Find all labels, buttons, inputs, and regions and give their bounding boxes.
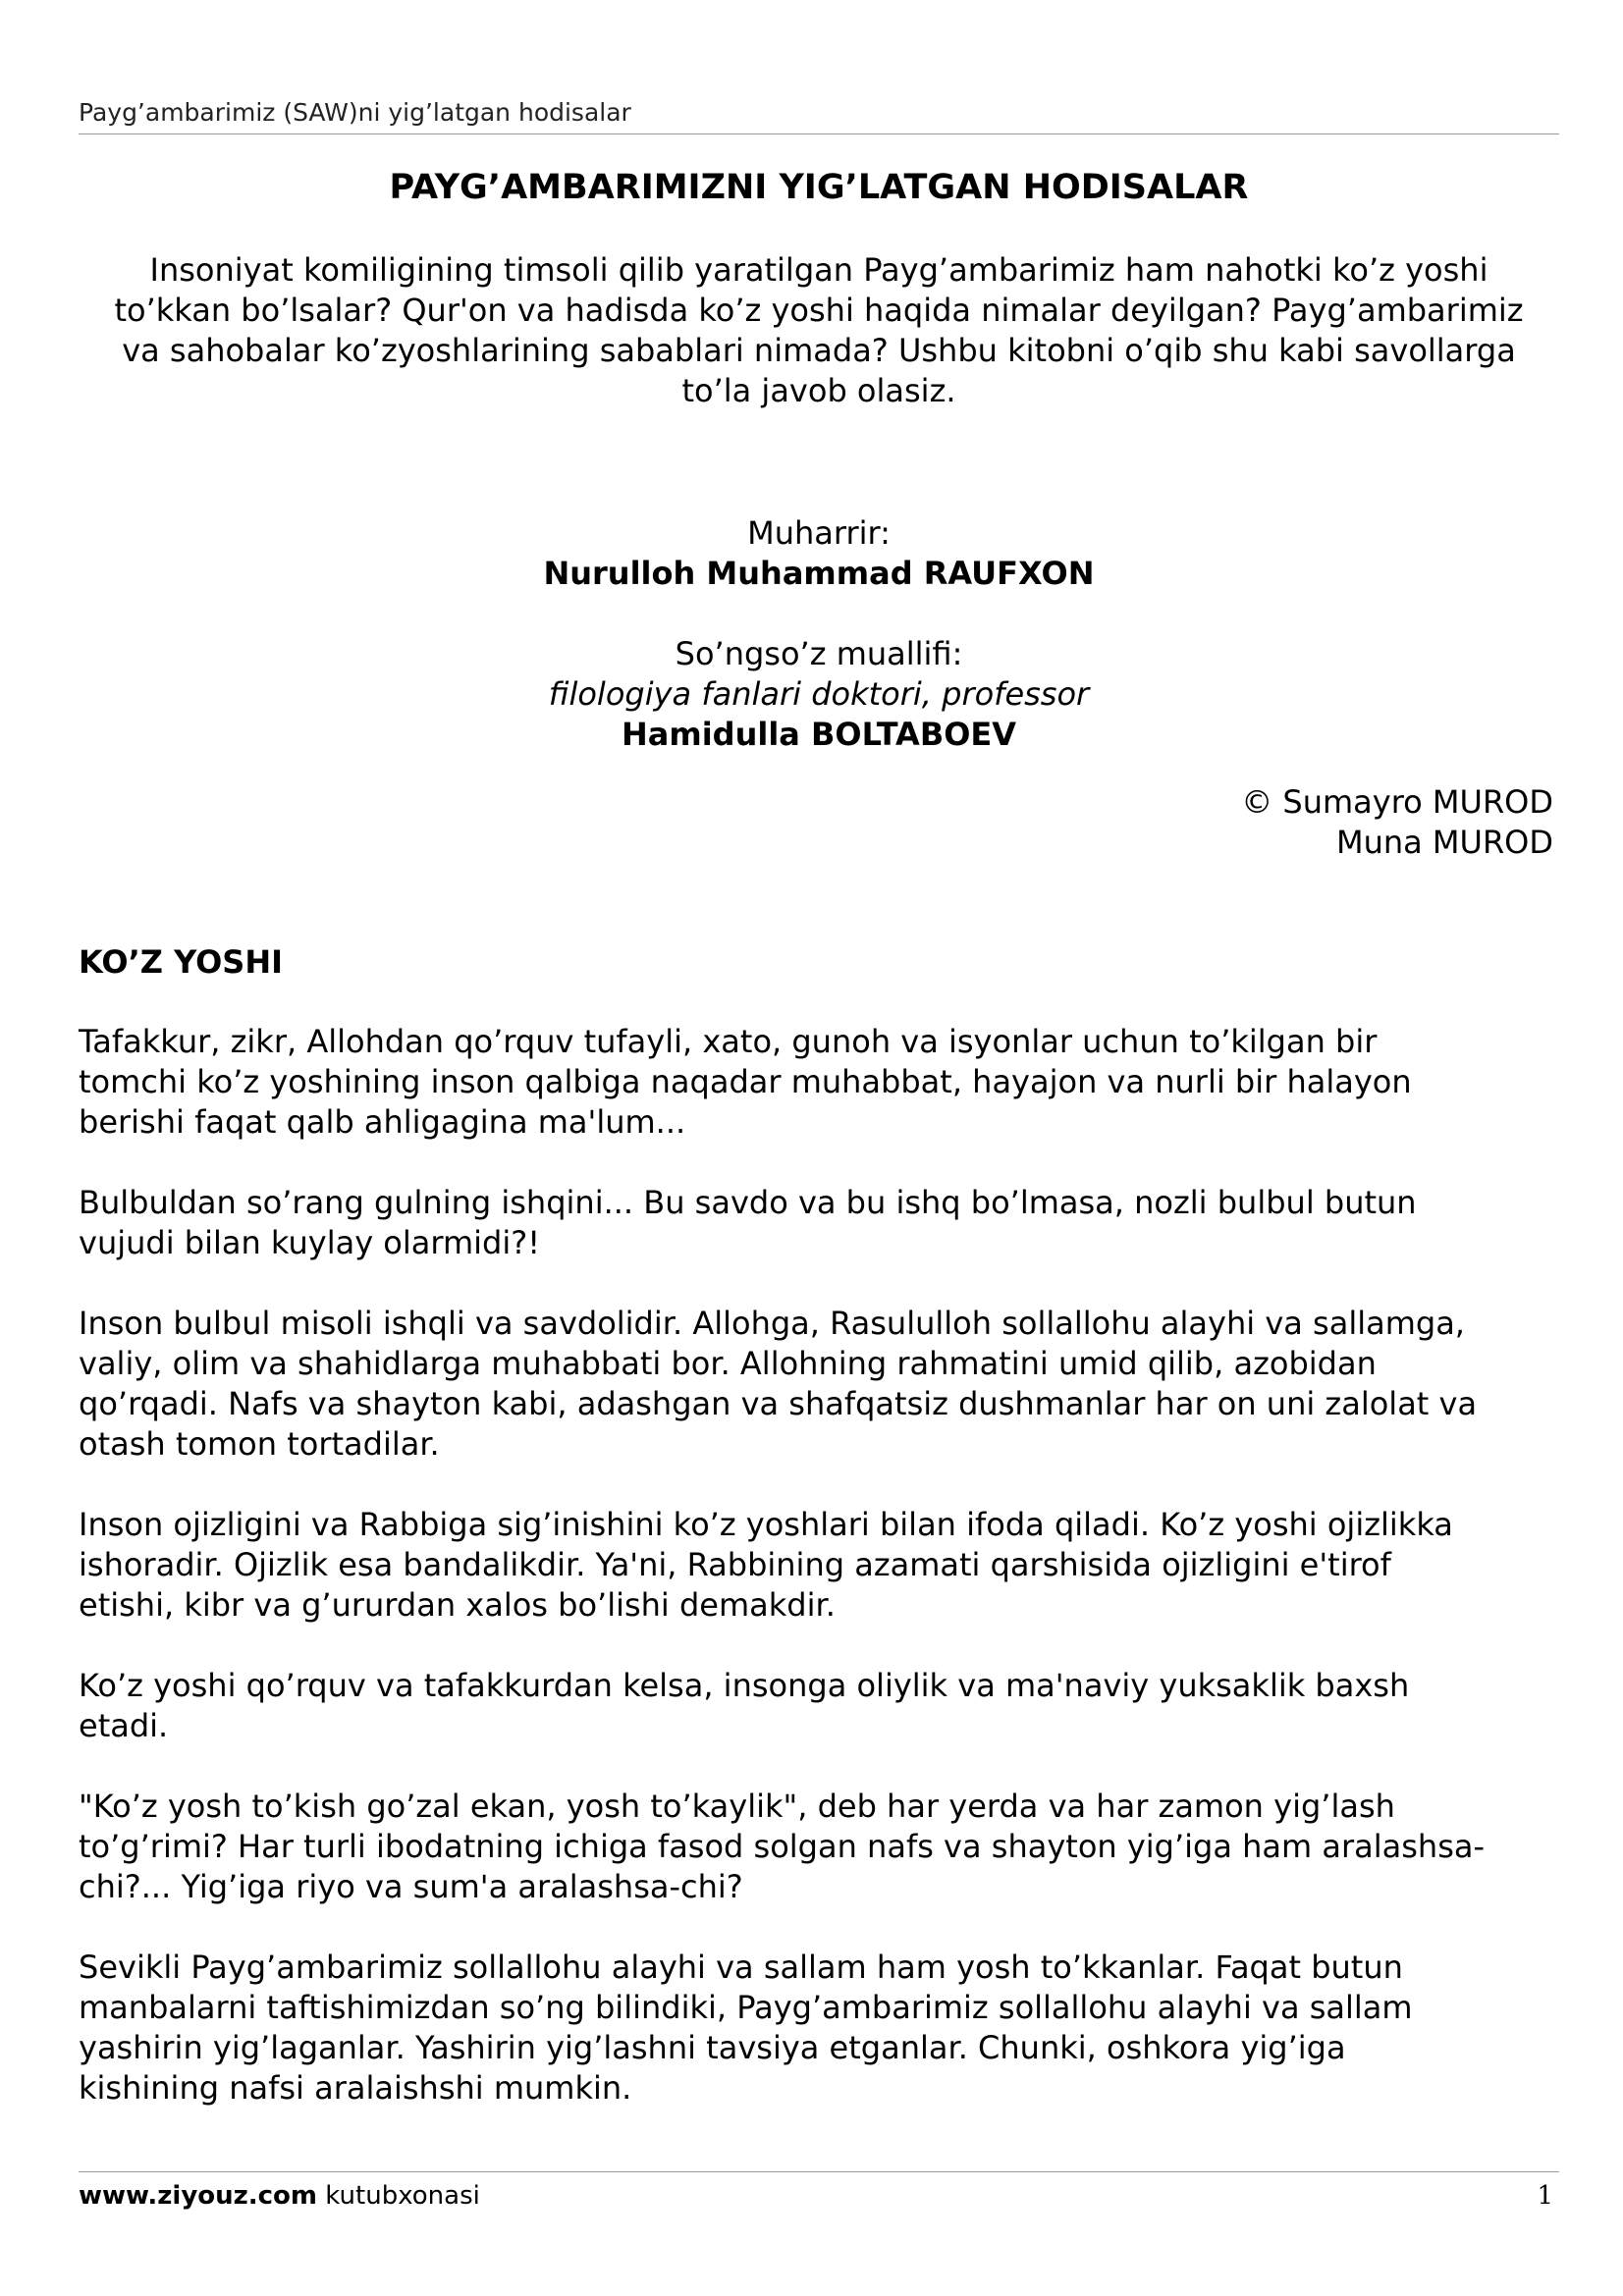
- text-line: Inson ojizligini va Rabbiga sig’inishini ko’z yoshlari bilan ifoda qiladi. Ko’z yoshi ojizlikka: [79, 1506, 1453, 1543]
- section-heading: KO’Z YOSHI: [79, 943, 284, 981]
- text-line: tomchi ko’z yoshining inson qalbiga naqadar muhabbat, hayajon va nurli bir halayon: [79, 1063, 1412, 1100]
- text-line: ishoradir. Ojizlik esa bandalikdir. Ya'ni, Rabbining azamati qarshisida ojizligini e'tirof: [79, 1546, 1391, 1583]
- text-line: Tafakkur, zikr, Allohdan qo’rquv tufayli, xato, gunoh va isyonlar uchun to’kilgan bir: [79, 1023, 1378, 1060]
- section-body: [79, 1022, 1559, 2149]
- afterword-title: filologiya fanlari doktori, professor: [548, 675, 1090, 713]
- paragraph: [79, 1183, 1559, 1263]
- afterword-label: So’ngso’z muallifi:: [675, 635, 963, 672]
- text-line: manbalarni taftishimizdan so’ng bilindiki, Payg’ambarimiz sollallohu alayhi va sallam: [79, 1989, 1413, 2026]
- text-line: Inson bulbul misoli ishqli va savdolidir. Allohga, Rasululloh sollallohu alayhi va sallamga,: [79, 1305, 1465, 1342]
- abstract-line: va sahobalar ko’zyoshlarining sabablari nimada? Ushbu kitobni o’qib shu kabi savollarga: [122, 332, 1516, 369]
- text-line: kishining nafsi aralaishshi mumkin.: [79, 2069, 632, 2107]
- text-line: chi?... Yig’iga riyo va sum'a aralashsa-chi?: [79, 1868, 743, 1905]
- text-line: "Ko’z yosh to’kish go’zal ekan, yosh to’kaylik", deb har yerda va har zamon yig’lash: [79, 1788, 1395, 1825]
- paragraph: [79, 1304, 1559, 1465]
- text-line: qo’rqadi. Nafs va shayton kabi, adashgan va shafqatsiz dushmanlar har on uni zalolat va: [79, 1385, 1478, 1422]
- credits-block: [79, 513, 1559, 755]
- editor-name: Nurulloh Muhammad RAUFXON: [543, 555, 1095, 592]
- footer-suffix: kutubxonasi: [317, 2181, 480, 2211]
- paragraph: [79, 1787, 1559, 1907]
- abstract-line: Insoniyat komiligining timsoli qilib yaratilgan Payg’ambarimiz ham nahotki ko’z yoshi: [149, 251, 1488, 289]
- abstract-line: to’la javob olasiz.: [681, 372, 956, 409]
- running-header: Payg’ambarimiz (SAW)ni yig’latgan hodisalar: [79, 98, 1559, 134]
- page-footer: [79, 2171, 1559, 2212]
- abstract-line: to’kkan bo’lsalar? Qur'on va hadisda ko’z yoshi haqida nimalar deyilgan? Payg’ambarimiz: [114, 292, 1524, 329]
- afterword-name: Hamidulla BOLTABOEV: [621, 716, 1017, 753]
- copyright-line: Muna MUROD: [1335, 824, 1553, 861]
- text-line: vujudi bilan kuylay olarmidi?!: [79, 1224, 541, 1261]
- page-number: 1: [1537, 2181, 1553, 2211]
- text-line: valiy, olim va shahidlarga muhabbati bor. Allohning rahmatini umid qilib, azobidan: [79, 1345, 1377, 1382]
- copyright-block: [1241, 782, 1553, 863]
- text-line: Bulbuldan so’rang gulning ishqini... Bu savdo va bu ishq bo’lmasa, nozli bulbul butun: [79, 1184, 1417, 1221]
- text-line: etadi.: [79, 1707, 169, 1744]
- text-line: Ko’z yoshi qo’rquv va tafakkurdan kelsa, insonga oliylik va ma'naviy yuksaklik baxsh: [79, 1667, 1410, 1704]
- copyright-line: © Sumayro MUROD: [1241, 783, 1553, 821]
- text-line: etishi, kibr va g’ururdan xalos bo’lishi demakdir.: [79, 1586, 836, 1624]
- paragraph: [79, 1948, 1559, 2109]
- paragraph: [79, 1505, 1559, 1626]
- abstract: [79, 250, 1559, 411]
- editor-label: Muharrir:: [747, 514, 891, 552]
- paragraph: [79, 1666, 1559, 1746]
- document-page: [79, 0, 1559, 2296]
- text-line: yashirin yig’laganlar. Yashirin yig’lashni tavsiya etganlar. Chunki, oshkora yig’iga: [79, 2029, 1346, 2066]
- document-title: PAYG’AMBARIMIZNI YIG’LATGAN HODISALAR: [389, 168, 1249, 207]
- text-line: Sevikli Payg’ambarimiz sollallohu alayhi va sallam ham yosh to’kkanlar. Faqat butun: [79, 1949, 1403, 1986]
- paragraph: [79, 1022, 1559, 1143]
- footer-site-link[interactable]: www.ziyouz.com: [79, 2181, 318, 2211]
- text-line: berishi faqat qalb ahligagina ma'lum...: [79, 1103, 686, 1141]
- text-line: otash tomon tortadilar.: [79, 1425, 440, 1463]
- text-line: to’g’rimi? Har turli ibodatning ichiga fasod solgan nafs va shayton yig’iga ham aralashsa-: [79, 1828, 1486, 1865]
